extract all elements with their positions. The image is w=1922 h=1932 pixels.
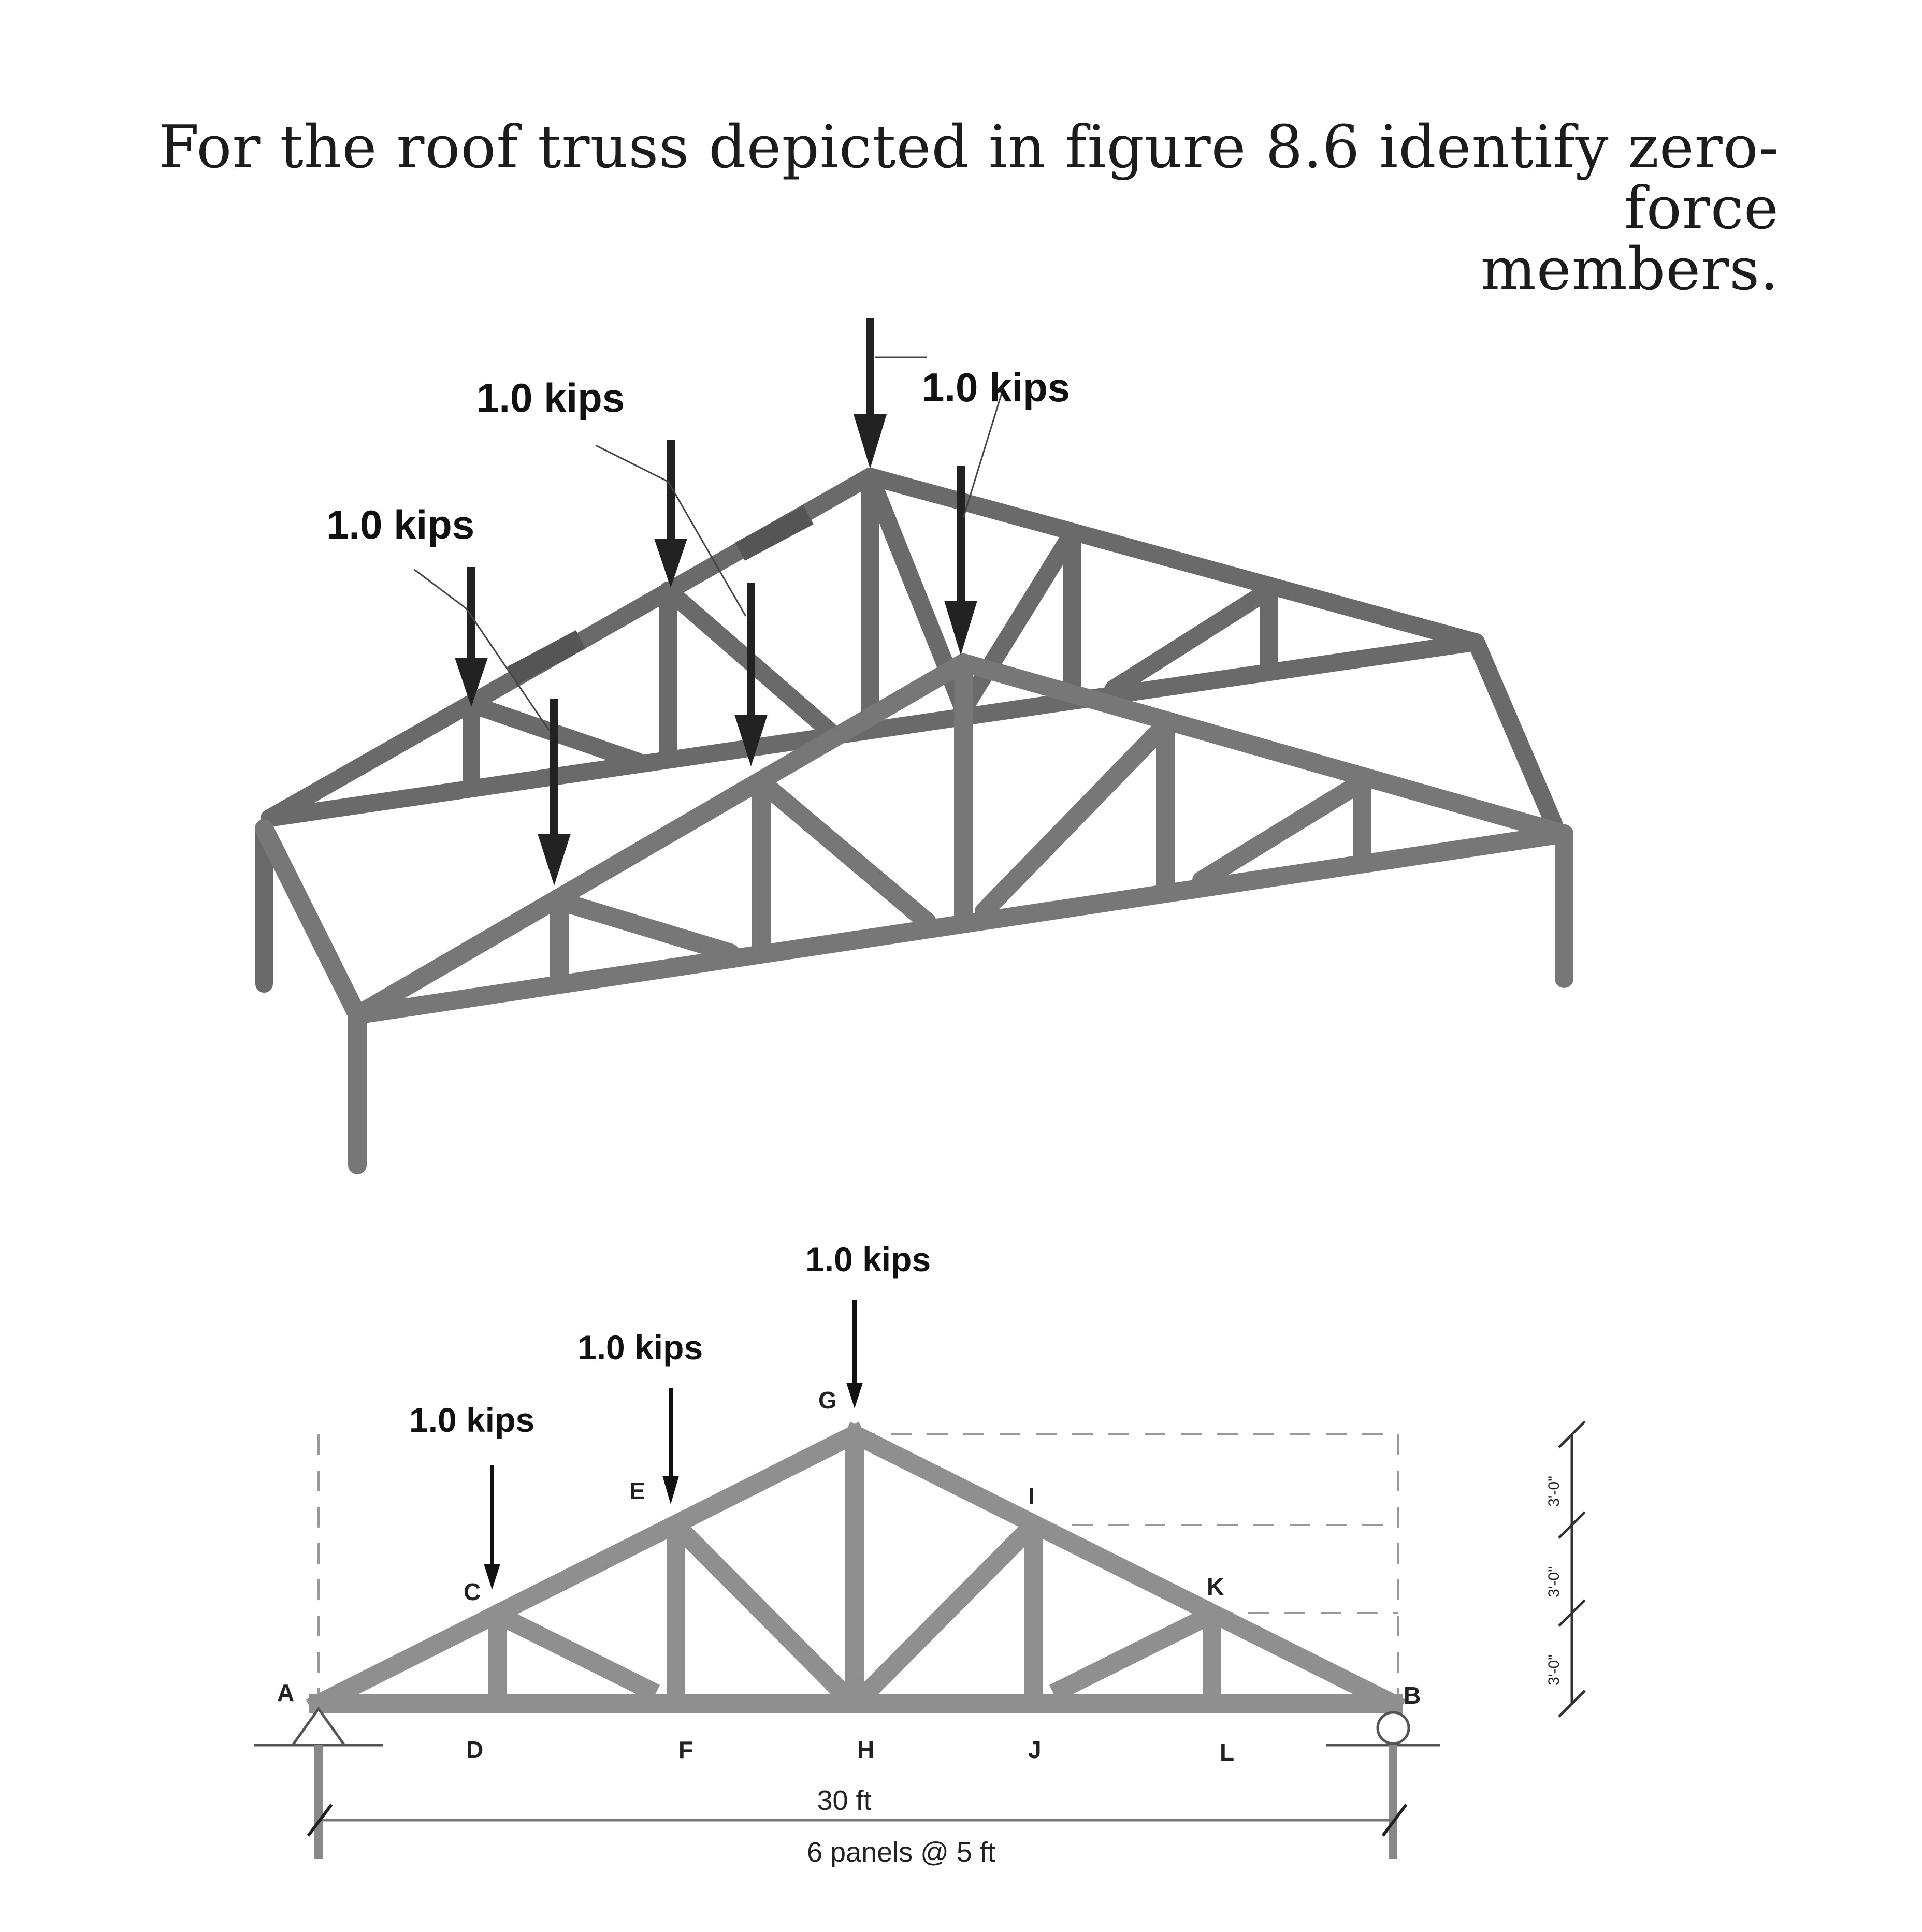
- iso-load-label-3: 1.0 kips: [922, 365, 1071, 410]
- member-KJ: [1062, 1621, 1199, 1689]
- member-IH: [870, 1535, 1023, 1689]
- node-label-G: G: [818, 1387, 837, 1414]
- isometric-truss-view: [264, 318, 1564, 1165]
- node-label-D: D: [466, 1736, 484, 1763]
- iso-load-label-1: 1.0 kips: [326, 502, 475, 547]
- elevation-load-label-G: 1.0 kips: [805, 1240, 931, 1279]
- elevation-load-label-C: 1.0 kips: [409, 1401, 535, 1439]
- node-label-I: I: [1028, 1483, 1035, 1509]
- height-label-bottom: 3'-0": [1545, 1654, 1563, 1686]
- elevation-truss-members: [319, 1434, 1393, 1704]
- height-label-top: 3'-0": [1545, 1476, 1563, 1507]
- node-label-H: H: [857, 1736, 875, 1763]
- node-label-J: J: [1028, 1736, 1042, 1763]
- height-label-middle: 3'-0": [1545, 1566, 1563, 1597]
- node-label-L: L: [1220, 1739, 1235, 1766]
- node-label-F: F: [678, 1736, 693, 1763]
- member-EH: [686, 1535, 839, 1689]
- node-label-A: A: [277, 1679, 295, 1706]
- node-label-E: E: [629, 1477, 645, 1504]
- panel-spacing-label: 6 panels @ 5 ft: [806, 1837, 996, 1868]
- span-length-label: 30 ft: [817, 1785, 872, 1816]
- node-label-K: K: [1207, 1573, 1224, 1600]
- pin-support-A: [254, 1709, 383, 1859]
- problem-line-2: members.: [1480, 235, 1779, 303]
- roller-support-B: [1326, 1712, 1440, 1859]
- iso-front-truss: [264, 663, 1564, 1165]
- elevation-truss-view: [254, 1240, 1585, 1868]
- problem-line-1: For the roof truss depicted in figure 8.6 identify zero-force: [158, 113, 1779, 242]
- iso-load-label-2: 1.0 kips: [476, 375, 625, 420]
- node-label-B: B: [1404, 1682, 1421, 1709]
- node-label-C: C: [464, 1578, 481, 1605]
- elevation-load-label-E: 1.0 kips: [577, 1328, 703, 1367]
- height-dimension: [1559, 1421, 1585, 1717]
- member-CF: [510, 1621, 647, 1689]
